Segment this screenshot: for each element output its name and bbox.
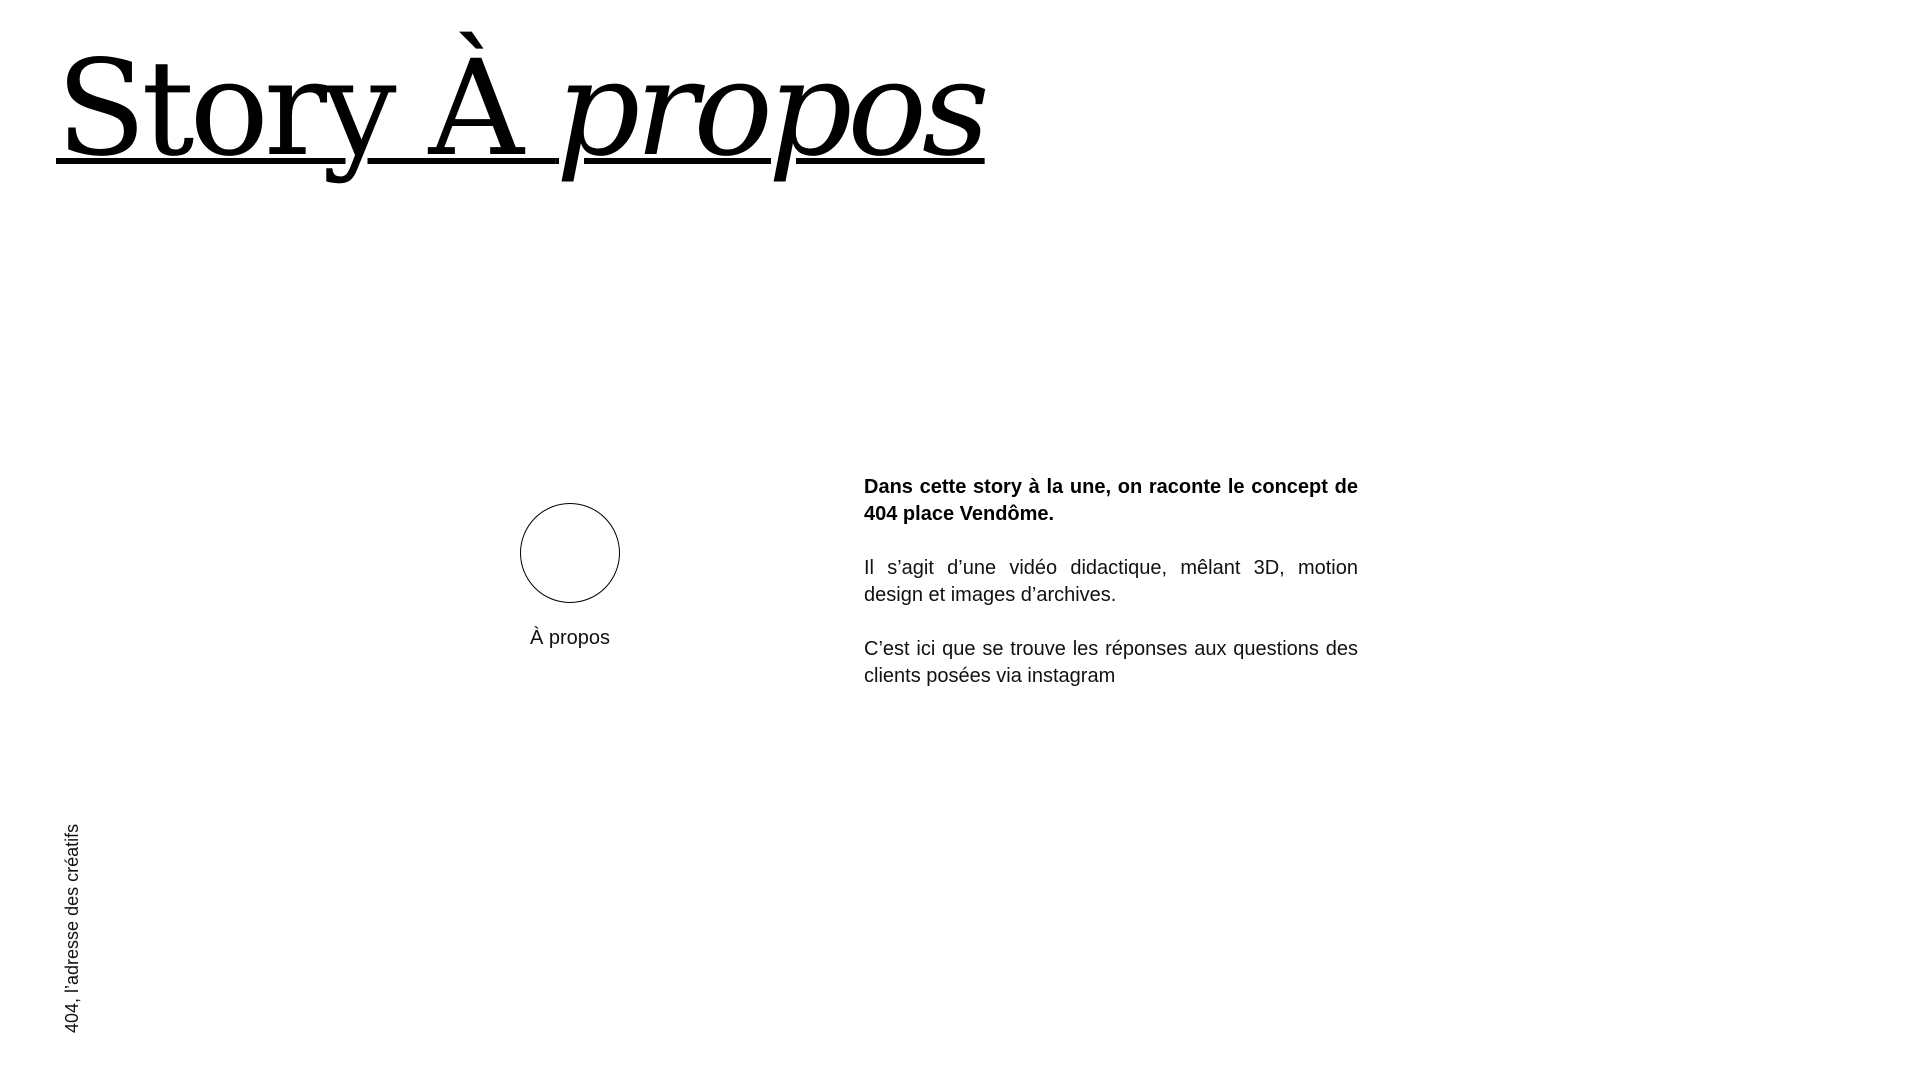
description-lead: Dans cette story à la une, on raconte le concept de 404 place Vendôme. bbox=[864, 476, 1358, 525]
story-highlight-label: À propos bbox=[529, 627, 611, 649]
side-caption: 404, l’adresse des créatifs bbox=[62, 823, 82, 1033]
description-paragraph: Il s’agit d’une vidéo didactique, mêlant 3D, motion design et images d’archives. bbox=[864, 557, 1358, 606]
description-paragraph: C’est ici que se trouve les réponses aux questions des clients posées via instagram bbox=[864, 638, 1358, 687]
story-highlight[interactable] bbox=[520, 503, 620, 650]
page-title bbox=[56, 32, 985, 186]
page-title-italic: propos bbox=[555, 32, 985, 186]
story-highlight-circle[interactable] bbox=[520, 503, 620, 603]
page-title-regular: Story À bbox=[56, 32, 556, 186]
description-block bbox=[864, 474, 1358, 717]
